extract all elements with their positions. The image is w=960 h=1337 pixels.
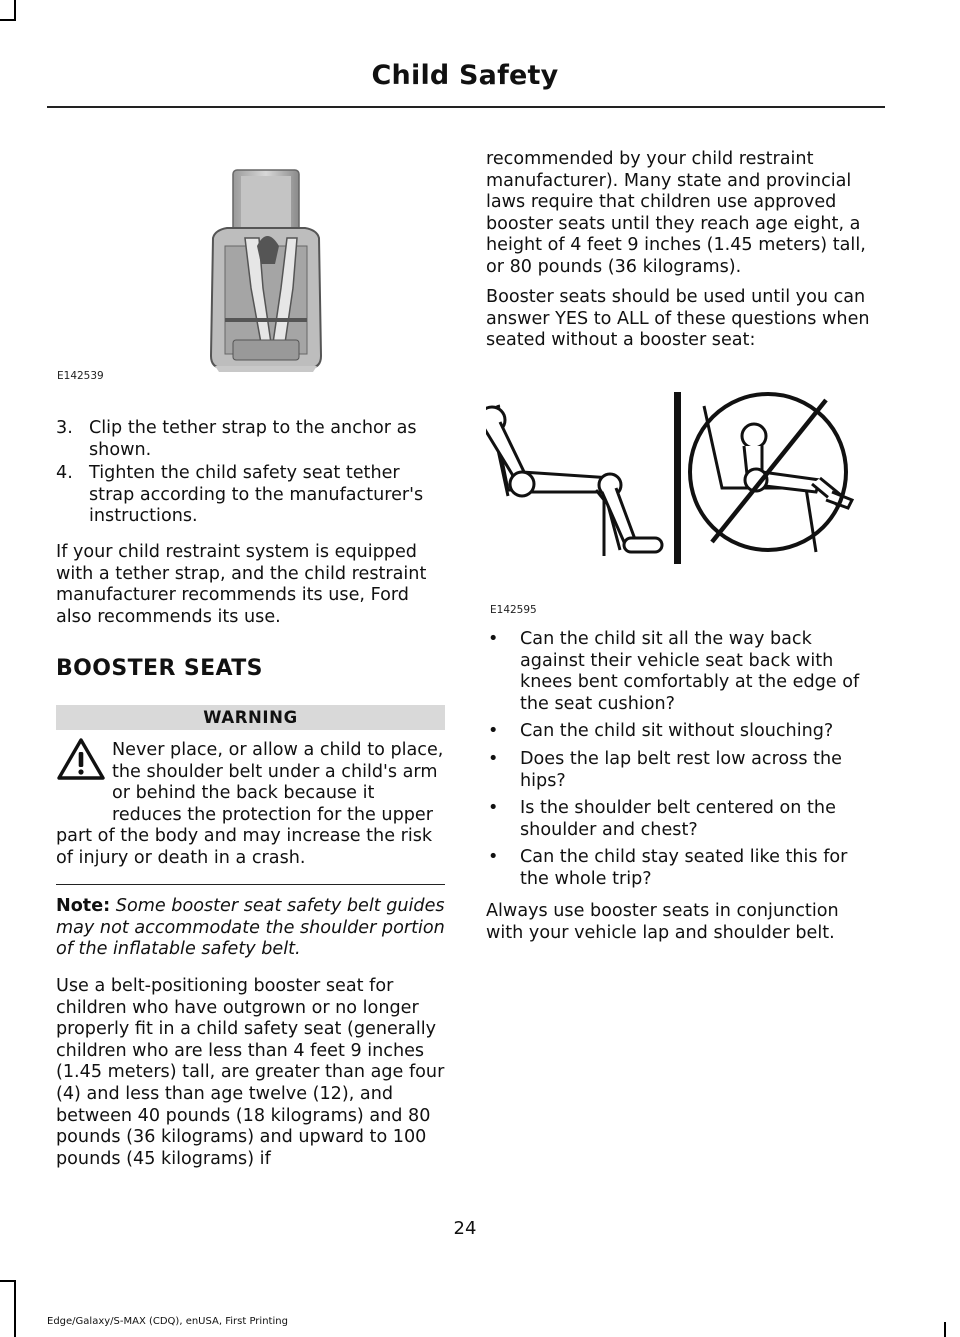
divider-bar	[674, 392, 681, 564]
question-list	[486, 629, 880, 891]
step-number: 3.	[56, 418, 73, 438]
note-label: Note:	[56, 896, 111, 916]
warning-box	[56, 705, 445, 885]
warning-title: WARNING	[56, 705, 445, 730]
edition-footer: Edge/Galaxy/S-MAX (CDQ), enUSA, First Printing	[47, 1316, 288, 1327]
step-list	[56, 418, 448, 528]
warning-triangle-icon	[56, 737, 106, 781]
crop-mark-top-left-h	[0, 19, 16, 21]
crop-mark-bottom-right-v	[944, 1322, 946, 1337]
note-text: Some booster seat safety belt guides may not accommodate the shoulder portion of the inflatable safety belt.	[56, 896, 445, 960]
bullet-dot: •	[488, 721, 499, 742]
list-item-text: Can the child sit without slouching?	[520, 721, 834, 742]
list-item-text: Can the child sit all the way back against their vehicle seat back with knees bent comfortably at the edge of the seat cushion?	[520, 629, 860, 714]
buckle-illustration	[201, 168, 331, 374]
section-heading: BOOSTER SEATS	[56, 656, 263, 681]
step-number: 4.	[56, 463, 73, 484]
list-item-text: Does the lap belt rest low across the hips?	[520, 748, 842, 791]
closing-paragraph: Always use booster seats in conjunction with your vehicle lap and shoulder belt.	[486, 901, 839, 943]
list-item-text: Can the child stay seated like this for the whole trip?	[520, 847, 848, 889]
bullet-dot: •	[488, 798, 499, 819]
list-item	[486, 847, 880, 890]
crop-mark-bottom-left-v	[14, 1280, 16, 1337]
step-text: Clip the tether strap to the anchor as shown.	[89, 418, 417, 460]
tether-paragraph: If your child restraint system is equipped with a tether strap, and the child restraint manufacturer recommends its use, Ford also recommends its use.	[56, 542, 427, 627]
list-item	[486, 721, 880, 743]
warning-text-content: Never place, or allow a child to place, the shoulder belt under a child's arm or behind the back because it reduces the protection for the upper part of the body and may increase the risk of injury or death in a crash.	[56, 740, 444, 868]
intro-paragraph: Booster seats should be used until you can answer YES to ALL of these questions when seated without a booster seat:	[486, 287, 870, 351]
step-text: Tighten the child safety seat tether strap according to the manufacturer's instructions.	[89, 463, 424, 527]
note-paragraph	[56, 896, 448, 961]
list-item-text: Is the shoulder belt centered on the shoulder and chest?	[520, 798, 836, 840]
bullet-dot: •	[488, 847, 499, 868]
page-number: 24	[453, 1218, 477, 1239]
page-title: Child Safety	[371, 60, 559, 91]
bullet-dot: •	[488, 629, 499, 649]
booster-illustration	[486, 392, 866, 568]
warning-text	[56, 740, 445, 870]
step-item	[56, 418, 448, 461]
list-item	[486, 629, 880, 715]
booster-figure	[486, 392, 866, 568]
bullet-dot: •	[488, 748, 499, 769]
warning-divider	[56, 884, 445, 885]
list-item	[486, 749, 880, 792]
correct-posture-figure	[486, 407, 662, 552]
continuation-paragraph: recommended by your child restraint manufacturer). Many state and provincial laws require that children use approved booster seats until they reach age eight, a height of 4 feet 9 inches (1.45 meters) tall, or 80 pounds (36 kilograms).	[486, 149, 866, 277]
crop-mark-top-left-v	[14, 0, 16, 20]
crop-mark-bottom-left-h	[0, 1280, 16, 1282]
booster-figure-id: E142595	[490, 604, 537, 616]
buckle-figure	[201, 168, 331, 374]
list-item	[486, 798, 880, 841]
booster-paragraph: Use a belt-positioning booster seat for children who have outgrown or no longer properly fit in a child safety seat (generally children who are less than 4 feet 9 inches (1.45 meters) tall, are greater than age four (4) and less than age twelve (12), and between 40 pounds (18 kilograms) and 80 pounds (36 kilograms) and upward to 100 pounds (45 kilograms) if	[56, 976, 445, 1169]
buckle-figure-id: E142539	[57, 370, 104, 382]
step-item	[56, 463, 448, 528]
header-divider	[47, 106, 885, 108]
